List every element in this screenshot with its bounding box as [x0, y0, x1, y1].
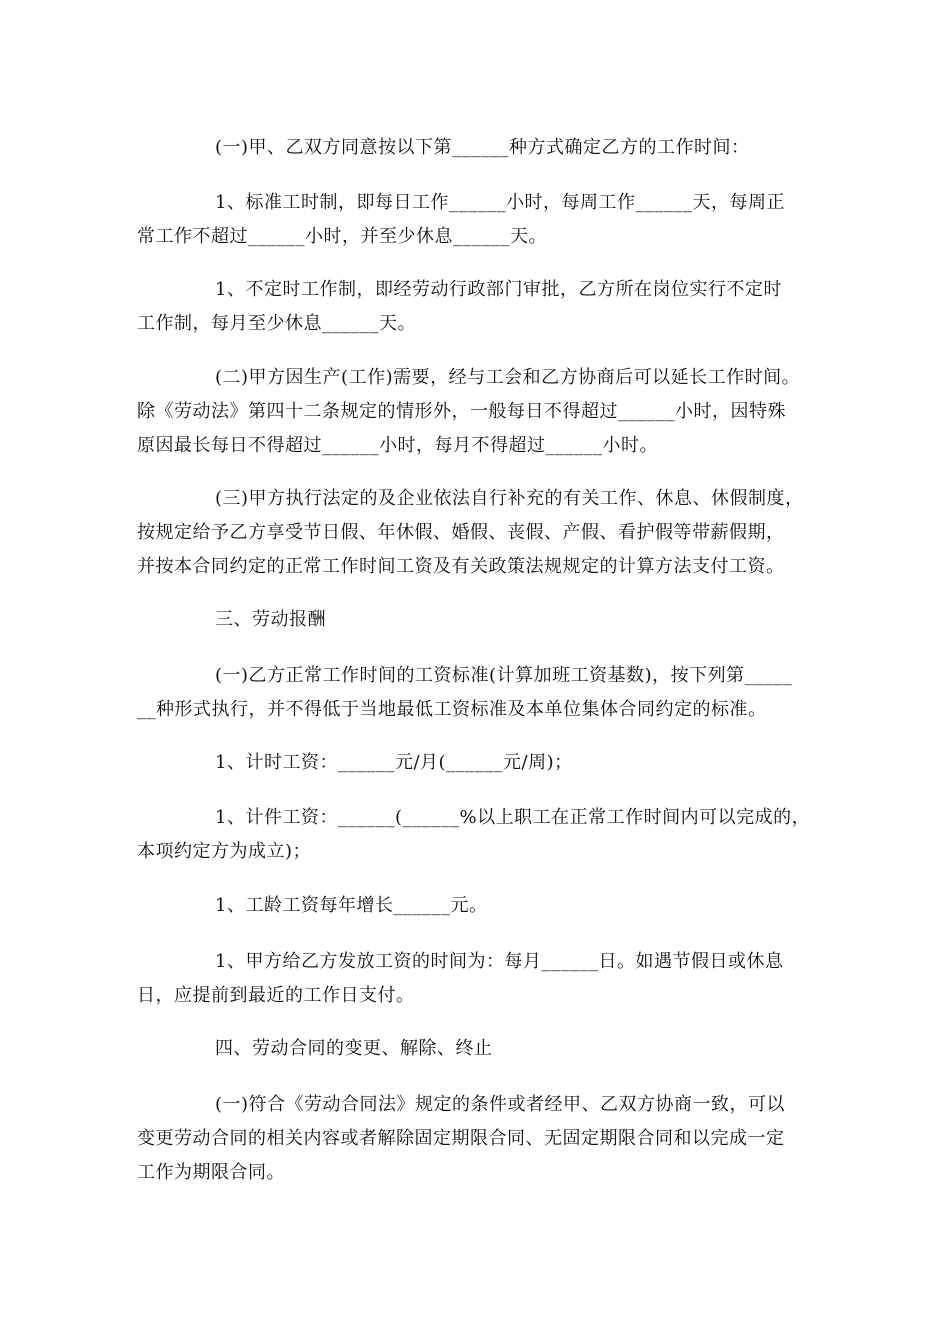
text-line: (一)甲、乙双方同意按以下第______种方式确定乙方的工作时间： [215, 137, 750, 158]
text-line: 1、甲方给乙方发放工资的时间为：每月______日。如遇节假日或休息 [215, 951, 784, 972]
paragraph-work-time-method [137, 131, 813, 165]
text-line: __种形式执行，并不得低于当地最低工资标准及本单位集体合同约定的标准。 [137, 699, 767, 720]
paragraph-leave-policy [137, 482, 813, 584]
paragraph-overtime [137, 361, 813, 463]
text-line: 日，应提前到最近的工作日支付。 [137, 985, 415, 1006]
text-line: 三、劳动报酬 [215, 609, 326, 630]
text-line: (一)乙方正常工作时间的工资标准(计算加班工资基数)，按下列第_____ [215, 665, 793, 686]
section-heading-remuneration [137, 603, 813, 637]
paragraph-flexible-hours [137, 273, 813, 341]
text-line: 工作制，每月至少休息______天。 [137, 313, 416, 334]
text-line: 变更劳动合同的相关内容或者解除固定期限合同、无固定期限合同和以完成一定 [137, 1128, 785, 1149]
text-line: 并按本合同约定的正常工作时间工资及有关政策法规规定的计算方法支付工资。 [137, 556, 785, 577]
paragraph-standard-hours [137, 186, 813, 254]
text-line: (三)甲方执行法定的及企业依法自行补充的有关工作、休息、休假制度， [215, 488, 804, 509]
text-line: 1、计件工资：______(______%以上职工在正常工作时间内可以完成的， [215, 807, 811, 828]
text-line: 1、计时工资：______元/月(______元/周)； [215, 752, 573, 773]
text-line: 1、标准工时制，即每日工作______小时，每周工作______天，每周正 [215, 192, 785, 213]
paragraph-hourly-wage [137, 746, 813, 780]
text-line: (一)符合《劳动合同法》规定的条件或者经甲、乙双方协商一致，可以 [215, 1094, 786, 1115]
paragraph-piece-wage [137, 801, 813, 869]
text-line: 常工作不超过______小时，并至少休息______天。 [137, 226, 547, 247]
text-line: 原因最长每日不得超过______小时，每月不得超过______小时。 [137, 435, 658, 456]
text-line: 本项约定方为成立)； [137, 841, 312, 862]
text-line: 1、工龄工资每年增长______元。 [215, 895, 488, 916]
text-line: 1、不定时工作制，即经劳动行政部门审批，乙方所在岗位实行不定时 [215, 279, 782, 300]
section-heading-contract-changes [137, 1032, 813, 1066]
text-line: 按规定给予乙方享受节日假、年休假、婚假、丧假、产假、看护假等带薪假期， [137, 522, 785, 543]
paragraph-wage-standard [137, 659, 813, 727]
text-line: (二)甲方因生产(工作)需要，经与工会和乙方协商后可以延长工作时间。 [215, 367, 801, 388]
text-line: 除《劳动法》第四十二条规定的情形外，一般每日不得超过______小时，因特殊 [137, 401, 786, 422]
text-line: 四、劳动合同的变更、解除、终止 [215, 1038, 493, 1059]
paragraph-seniority-wage [137, 889, 813, 923]
paragraph-payday [137, 945, 813, 1013]
paragraph-contract-modification [137, 1088, 813, 1190]
text-line: 工作为期限合同。 [137, 1162, 285, 1183]
